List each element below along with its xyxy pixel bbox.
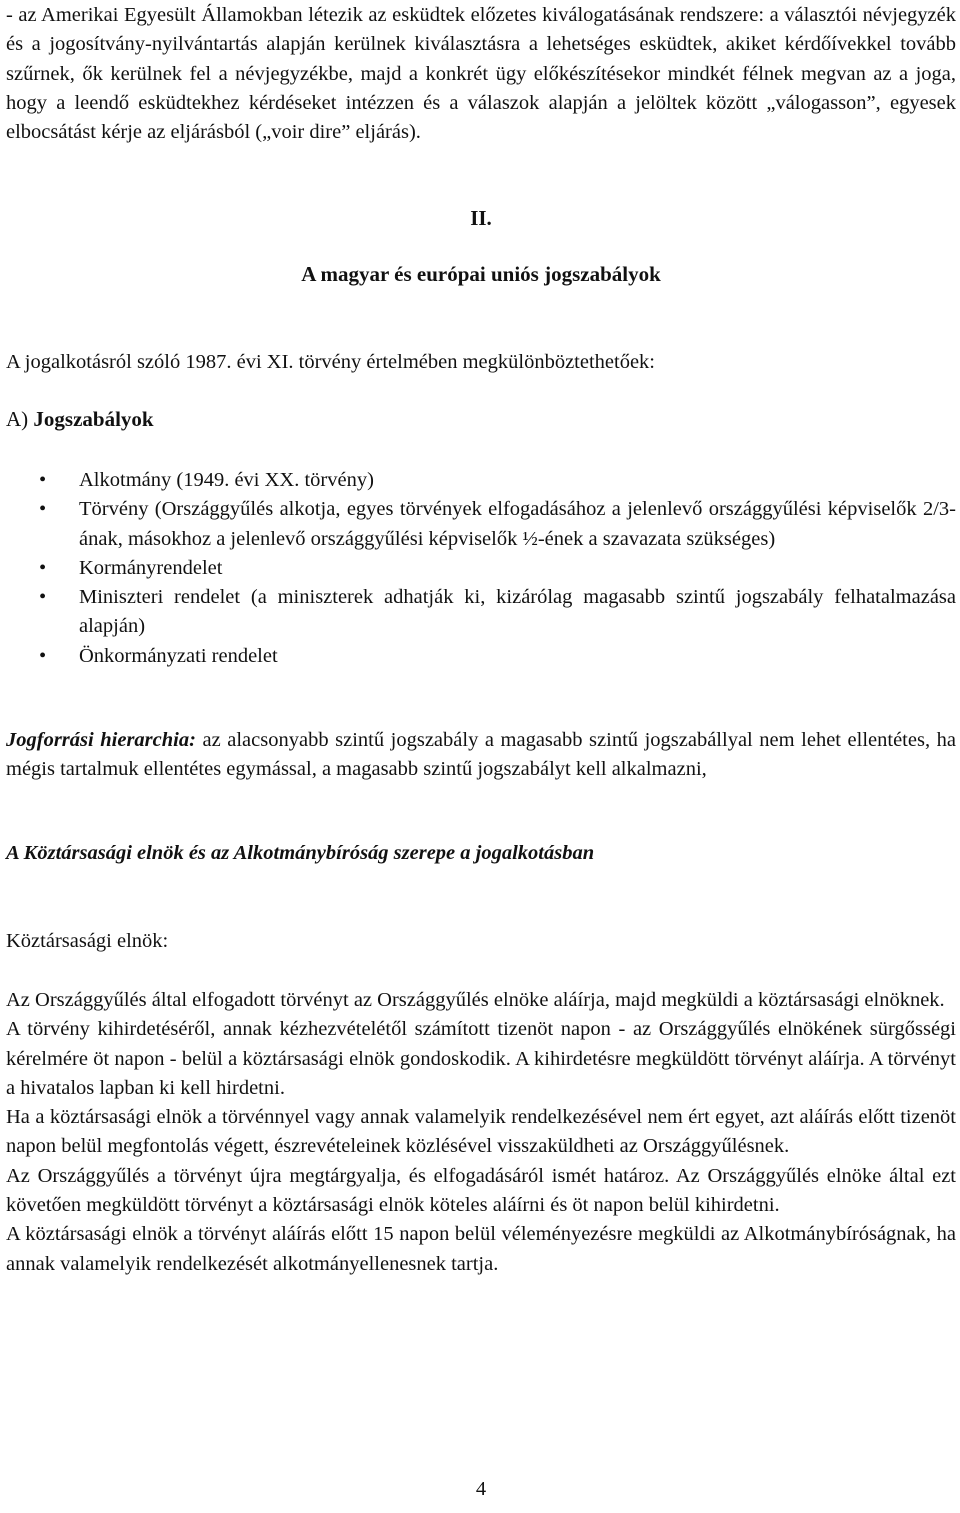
section-title: A magyar és európai uniós jogszabályok <box>301 262 661 286</box>
body-paragraph: Ha a köztársasági elnök a törvénnyel vagy annak valamelyik rendelkezésével nem ért egyet, azt aláírás előtt tizenöt napon belül megfontolás végett, észrevételeinek közlésével visszaküldheti az Országgyűlésnek. <box>6 1106 956 1158</box>
list-item <box>6 583 956 642</box>
document-page <box>6 0 956 1513</box>
list-item-text: Miniszteri rendelet (a miniszterek adhatják ki, kizárólag magasabb szintű jogszabály felhatalmazása alapján) <box>79 586 956 638</box>
list-item <box>6 554 956 583</box>
list-item <box>6 466 956 495</box>
body-paragraph: A törvény kihirdetéséről, annak kézhezvételétől számított tizenöt napon - az Országgyűlés elnökének sürgősségi kérelmére öt napon - belül a köztársasági elnök gondoskodik. A kihirdetésre megküldött törvényt aláírja. A törvényt a hivatalos lapban ki kell hirdetni. <box>6 1018 956 1099</box>
list-item-text: Kormányrendelet <box>79 556 223 579</box>
law-intro-line: A jogalkotásról szóló 1987. évi XI. törvény értelmében megkülönböztethetőek: <box>6 351 656 373</box>
list-item <box>6 495 956 554</box>
bullet-icon: • <box>39 469 47 491</box>
bullet-icon: • <box>39 556 47 579</box>
president-label: Köztársasági elnök: <box>6 930 169 952</box>
subsection-title: Jogszabályok <box>33 407 154 431</box>
body-paragraph: A köztársasági elnök a törvényt aláírás előtt 15 napon belül véleményezésre megküldi az Alkotmánybíróságnak, ha annak valamelyik rendelkezését alkotmányellenesnek tartja. <box>6 1223 956 1275</box>
list-item-text: Törvény (Országgyűlés alkotja, egyes törvények elfogadásához a jelenlevő országgyűlési képviselők 2/3-ának, másokhoz a jelenlevő országgyűlési képviselők ½-ének a szavazata szükséges) <box>79 498 956 550</box>
bullet-icon: • <box>39 644 47 667</box>
body-paragraph: Az Országgyűlés által elfogadott törvényt az Országgyűlés elnöke aláírja, majd megküldi a köztársasági elnöknek. <box>6 989 945 1011</box>
legislation-list <box>6 466 956 671</box>
list-item-text: Önkormányzati rendelet <box>79 644 278 667</box>
body-paragraph: Az Országgyűlés a törvényt újra megtárgyalja, és elfogadásáról ismét határoz. Az Országgyűlés elnöke által ezt követően megküldött törvényt a köztársasági elnök köteles aláírni és öt napon belül kihirdetni. <box>6 1164 956 1217</box>
role-title: A Köztársasági elnök és az Alkotmánybíróság szerepe a jogalkotásban <box>6 842 595 864</box>
hierarchy-text: az alacsonyabb szintű jogszabály a magasabb szintű jogszabállyal nem lehet ellentétes, ha mégis tartalmuk ellentétes egymással, a magasabb szintű jogszabályt kell alkalmazni, <box>6 729 956 781</box>
bullet-icon: • <box>39 498 47 521</box>
page-number: 4 <box>475 1478 487 1500</box>
hierarchy-paragraph <box>6 726 956 785</box>
intro-paragraph: - az Amerikai Egyesült Államokban létezik az esküdtek előzetes kiválogatásának rendszere: a választói névjegyzék és a jogosítvány-nyilvántartás alapján kerülnek kiválasztásra a lehetséges esküdtek, akiket kérdőívekkel tovább szűrnek, ők kerülnek fel a névjegyzékbe, majd a konkrét ügy előkészítésekor mindkét félnek megvan az a joga, hogy a leendő esküdtekhez kérdéseket intézzen és a válaszok alapján a jelöltek között „válogasson”, egyesek elbocsátást kérje az eljárásból („voir dire” eljárás). <box>6 4 956 144</box>
list-item <box>6 642 956 671</box>
hierarchy-term: Jogforrási hierarchia: <box>6 729 196 751</box>
subsection-heading <box>6 407 154 432</box>
section-number: II. <box>470 206 492 230</box>
list-item-text: Alkotmány (1949. évi XX. törvény) <box>79 469 374 491</box>
subsection-label: A) <box>6 407 29 431</box>
bullet-icon: • <box>39 586 47 609</box>
president-section <box>6 986 956 1279</box>
